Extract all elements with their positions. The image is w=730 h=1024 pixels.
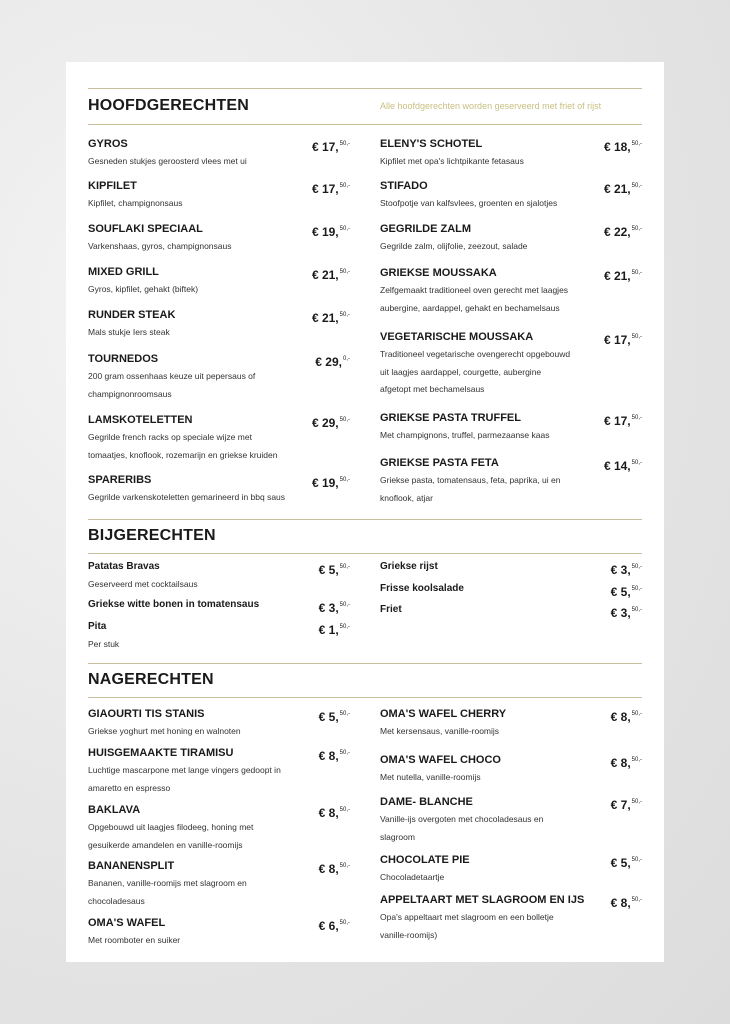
- description-line: knoflook, atjar: [380, 492, 433, 503]
- price-main: € 22,: [603, 225, 631, 239]
- description-line: Vanille-ijs overgoten met chocoladesaus en: [380, 814, 544, 824]
- menu-item: [380, 582, 642, 599]
- item-price: [312, 137, 350, 154]
- price-main: € 6,: [318, 919, 339, 933]
- price-main: € 7,: [610, 798, 631, 812]
- section-divider: [88, 663, 642, 664]
- price-cents: 50,-: [631, 799, 642, 805]
- price-cents: 50,-: [339, 269, 350, 275]
- menu-item: [88, 179, 350, 213]
- item-name: GRIEKSE PASTA FETA: [380, 457, 499, 469]
- item-price: [611, 853, 642, 870]
- price-main: € 1,: [318, 623, 339, 637]
- item-price: [319, 598, 350, 615]
- item-price: [312, 179, 350, 196]
- price-main: € 8,: [610, 756, 631, 770]
- item-price: [604, 456, 642, 473]
- price-cents: 50,-: [339, 624, 350, 630]
- price-main: € 5,: [610, 856, 631, 870]
- item-name: GYROS: [88, 138, 128, 150]
- item-name: VEGETARISCHE MOUSSAKA: [380, 331, 534, 343]
- item-name: Friet: [380, 604, 402, 615]
- price-main: € 5,: [318, 710, 339, 724]
- menu-item: [88, 598, 350, 615]
- menu-item: [88, 473, 350, 507]
- menu-item: [380, 707, 642, 741]
- item-name: BANANENSPLIT: [88, 860, 175, 872]
- description-line: Met champignons, truffel, parmezaanse kaas: [380, 430, 550, 440]
- price-main: € 18,: [603, 140, 631, 154]
- description-line: Chocoladetaartje: [380, 872, 445, 882]
- price-cents: 50,-: [631, 183, 642, 189]
- item-price: [604, 266, 642, 283]
- section-divider: [88, 697, 642, 698]
- item-price: [315, 352, 350, 369]
- price-main: € 3,: [610, 606, 631, 620]
- description-line: Gegrilde varkenskoteletten gemarineerd in bbq saus: [88, 492, 286, 502]
- item-description: [88, 153, 303, 171]
- item-name: GIAOURTI TIS STANIS: [88, 708, 205, 720]
- item-price: [611, 753, 642, 770]
- menu-item: [380, 853, 642, 887]
- menu-item: [380, 330, 642, 399]
- item-price: [604, 179, 642, 196]
- item-description: [380, 723, 595, 741]
- item-name: GRIEKSE PASTA TRUFFEL: [380, 412, 521, 424]
- description-line: Griekse yoghurt met honing en walnoten: [88, 726, 241, 736]
- price-cents: 50,-: [631, 897, 642, 903]
- menu-item: [88, 560, 350, 594]
- description-line: 200 gram ossenhaas keuze uit pepersaus of: [88, 371, 256, 381]
- description-line: Luchtige mascarpone met lange vingers gedoopt in: [88, 765, 281, 775]
- price-cents: 50,-: [631, 415, 642, 421]
- price-main: € 19,: [311, 476, 339, 490]
- price-cents: 50,-: [631, 141, 642, 147]
- description-line: gesuikerde amandelen en vanille-roomijs: [88, 839, 243, 850]
- item-description: [88, 489, 303, 507]
- item-price: [319, 803, 350, 820]
- item-name: STIFADO: [380, 180, 428, 192]
- section-divider: [88, 553, 642, 554]
- price-main: € 19,: [311, 225, 339, 239]
- item-price: [312, 413, 350, 430]
- item-name: OMA'S WAFEL CHERRY: [380, 708, 507, 720]
- menu-item: [380, 753, 642, 787]
- item-description: [88, 762, 303, 797]
- item-price: [604, 137, 642, 154]
- item-price: [312, 473, 350, 490]
- price-cents: 0,-: [342, 356, 350, 362]
- price-cents: 50,-: [631, 607, 642, 613]
- price-cents: 50,-: [339, 711, 350, 717]
- menu-item: [88, 707, 350, 741]
- menu-item: [88, 308, 350, 342]
- section-divider: [88, 124, 642, 125]
- price-cents: 50,-: [631, 270, 642, 276]
- section-divider: [88, 519, 642, 520]
- menu-item: [88, 352, 350, 403]
- price-cents: 50,-: [339, 602, 350, 608]
- menu-item: [88, 746, 350, 797]
- item-name: HUISGEMAAKTE TIRAMISU: [88, 747, 234, 759]
- price-cents: 50,-: [339, 920, 350, 926]
- description-line: aubergine, aardappel, gehakt en bechamelsaus: [380, 302, 560, 313]
- price-cents: 50,-: [631, 460, 642, 466]
- item-description: [88, 281, 303, 299]
- description-line: Stoofpotje van kalfsvlees, groenten en sjalotjes: [380, 198, 558, 208]
- price-cents: 50,-: [339, 141, 350, 147]
- item-description: [380, 811, 595, 846]
- item-description: [88, 324, 303, 342]
- menu-item: [88, 620, 350, 654]
- menu-item: [380, 893, 642, 944]
- menu-item: [380, 179, 642, 213]
- item-name: SOUFLAKI SPECIAAL: [88, 223, 203, 235]
- menu-item: [380, 266, 642, 317]
- description-line: Gyros, kipfilet, gehakt (biftek): [88, 284, 199, 294]
- item-description: [88, 429, 303, 464]
- price-main: € 17,: [603, 333, 631, 347]
- description-line: tomaatjes, knoflook, rozemarijn en griekse kruiden: [88, 449, 278, 460]
- item-description: [380, 346, 595, 399]
- item-name: SPARERIBS: [88, 474, 152, 486]
- description-line: afgetopt met bechamelsaus: [380, 384, 485, 394]
- price-main: € 8,: [610, 896, 631, 910]
- description-line: amaretto en espresso: [88, 782, 171, 793]
- item-price: [319, 620, 350, 637]
- price-cents: 50,-: [631, 334, 642, 340]
- price-main: € 21,: [311, 268, 339, 282]
- menu-item: [88, 222, 350, 256]
- price-main: € 21,: [603, 269, 631, 283]
- price-cents: 50,-: [631, 586, 642, 592]
- description-line: vanille-roomijs): [380, 929, 438, 940]
- item-name: RUNDER STEAK: [88, 309, 176, 321]
- description-line: slagroom: [380, 831, 415, 842]
- price-cents: 50,-: [631, 857, 642, 863]
- description-line: Geserveerd met cocktailsaus: [88, 579, 198, 589]
- menu-item: [380, 603, 642, 620]
- price-cents: 50,-: [339, 564, 350, 570]
- menu-item: [380, 560, 642, 577]
- item-name: LAMSKOTELETTEN: [88, 414, 193, 426]
- item-description: [88, 932, 303, 950]
- description-line: champignonroomsaus: [88, 388, 172, 399]
- price-cents: 50,-: [339, 807, 350, 813]
- price-cents: 50,-: [631, 564, 642, 570]
- item-price: [611, 582, 642, 599]
- item-description: [380, 282, 595, 317]
- menu-item: [88, 859, 350, 910]
- price-main: € 29,: [315, 355, 342, 369]
- description-line: Zelfgemaakt traditioneel oven gerecht met laagjes: [380, 285, 569, 295]
- price-cents: 50,-: [339, 863, 350, 869]
- item-price: [312, 308, 350, 325]
- menu-item: [88, 265, 350, 299]
- item-name: Frisse koolsalade: [380, 583, 464, 594]
- item-description: [380, 869, 595, 887]
- price-cents: 50,-: [339, 750, 350, 756]
- price-main: € 3,: [610, 563, 631, 577]
- menu-item: [380, 456, 642, 507]
- item-description: [88, 195, 303, 213]
- description-line: Met kersensaus, vanille-roomijs: [380, 726, 500, 736]
- menu-item: [380, 137, 642, 171]
- price-main: € 21,: [311, 311, 339, 325]
- item-name: MIXED GRILL: [88, 266, 159, 278]
- item-name: ELENY'S SCHOTEL: [380, 138, 483, 150]
- item-price: [319, 916, 350, 933]
- item-description: [380, 153, 595, 171]
- item-description: [380, 472, 595, 507]
- description-line: chocoladesaus: [88, 895, 145, 906]
- item-price: [312, 265, 350, 282]
- description-line: Bananen, vanille-roomijs met slagroom en: [88, 878, 247, 888]
- item-name: KIPFILET: [88, 180, 137, 192]
- item-name: CHOCOLATE PIE: [380, 854, 470, 866]
- item-description: [88, 875, 303, 910]
- price-cents: 50,-: [339, 183, 350, 189]
- item-price: [312, 222, 350, 239]
- price-main: € 5,: [610, 585, 631, 599]
- item-price: [611, 560, 642, 577]
- item-description: [88, 368, 303, 403]
- description-line: Griekse pasta, tomatensaus, feta, paprika, ui en: [380, 475, 561, 485]
- item-name: GRIEKSE MOUSSAKA: [380, 267, 497, 279]
- menu-item: [88, 916, 350, 950]
- description-line: Met nutella, vanille-roomijs: [380, 772, 481, 782]
- price-main: € 8,: [318, 806, 339, 820]
- item-price: [319, 707, 350, 724]
- item-name: Patatas Bravas: [88, 561, 160, 572]
- description-line: Opgebouwd uit laagjes filodeeg, honing met: [88, 822, 254, 832]
- item-price: [319, 746, 350, 763]
- description-line: Varkenshaas, gyros, champignonsaus: [88, 241, 232, 251]
- item-description: [88, 819, 303, 854]
- item-price: [611, 795, 642, 812]
- price-main: € 14,: [603, 459, 631, 473]
- price-main: € 8,: [610, 710, 631, 724]
- description-line: Traditioneel vegetarische ovengerecht opgebouwd: [380, 349, 571, 359]
- item-description: [88, 238, 303, 256]
- price-cents: 50,-: [339, 417, 350, 423]
- section-title: HOOFDGERECHTEN: [88, 97, 250, 114]
- item-name: OMA'S WAFEL CHOCO: [380, 754, 501, 766]
- item-price: [611, 893, 642, 910]
- section-title: BIJGERECHTEN: [88, 527, 216, 544]
- item-description: [380, 238, 595, 256]
- price-cents: 50,-: [631, 226, 642, 232]
- price-main: € 5,: [318, 563, 339, 577]
- item-description: [88, 723, 303, 741]
- price-main: € 17,: [603, 414, 631, 428]
- price-cents: 50,-: [339, 477, 350, 483]
- item-description: [88, 576, 303, 594]
- item-price: [319, 859, 350, 876]
- section-note: Alle hoofdgerechten worden geserveerd met friet of rijst: [380, 101, 602, 111]
- description-line: Met roomboter en suiker: [88, 935, 181, 945]
- item-price: [604, 330, 642, 347]
- price-cents: 50,-: [339, 312, 350, 318]
- price-main: € 17,: [311, 140, 339, 154]
- item-name: GEGRILDE ZALM: [380, 223, 472, 235]
- menu-item: [88, 413, 350, 464]
- item-price: [611, 603, 642, 620]
- description-line: Mals stukje Iers steak: [88, 327, 170, 337]
- item-description: [380, 909, 595, 944]
- price-main: € 29,: [311, 416, 339, 430]
- item-price: [611, 707, 642, 724]
- item-price: [319, 560, 350, 577]
- item-description: [380, 195, 595, 213]
- description-line: Gesneden stukjes geroosterd vlees met ui: [88, 156, 247, 166]
- menu-item: [380, 411, 642, 445]
- section-title: NAGERECHTEN: [88, 671, 214, 688]
- item-description: [380, 769, 595, 787]
- price-main: € 8,: [318, 749, 339, 763]
- item-name: BAKLAVA: [88, 804, 141, 816]
- item-description: [88, 636, 303, 654]
- item-name: DAME- BLANCHE: [380, 796, 473, 808]
- item-price: [604, 411, 642, 428]
- description-line: Per stuk: [88, 639, 120, 649]
- item-name: APPELTAART MET SLAGROOM EN IJS: [380, 894, 585, 906]
- description-line: Kipfilet met opa's lichtpikante fetasaus: [380, 156, 524, 166]
- item-name: Griekse rijst: [380, 561, 438, 572]
- price-cents: 50,-: [631, 711, 642, 717]
- menu-item: [380, 795, 642, 846]
- price-main: € 3,: [318, 601, 339, 615]
- item-name: Pita: [88, 621, 107, 632]
- menu-item: [380, 222, 642, 256]
- price-main: € 8,: [318, 862, 339, 876]
- item-name: OMA'S WAFEL: [88, 917, 166, 929]
- description-line: Gegrilde zalm, olijfolie, zeezout, salade: [380, 241, 528, 251]
- description-line: Kipfilet, champignonsaus: [88, 198, 183, 208]
- description-line: uit laagjes aardappel, courgette, aubergine: [380, 366, 542, 377]
- price-cents: 50,-: [339, 226, 350, 232]
- item-name: Griekse witte bonen in tomatensaus: [88, 599, 260, 610]
- price-main: € 21,: [603, 182, 631, 196]
- item-description: [380, 427, 595, 445]
- item-price: [604, 222, 642, 239]
- item-name: TOURNEDOS: [88, 353, 159, 365]
- price-main: € 17,: [311, 182, 339, 196]
- description-line: Gegrilde french racks op speciale wijze met: [88, 432, 252, 442]
- description-line: Opa's appeltaart met slagroom en een bolletje: [380, 912, 554, 922]
- menu-item: [88, 137, 350, 171]
- menu-item: [88, 803, 350, 854]
- price-cents: 50,-: [631, 757, 642, 763]
- section-divider: [88, 88, 642, 89]
